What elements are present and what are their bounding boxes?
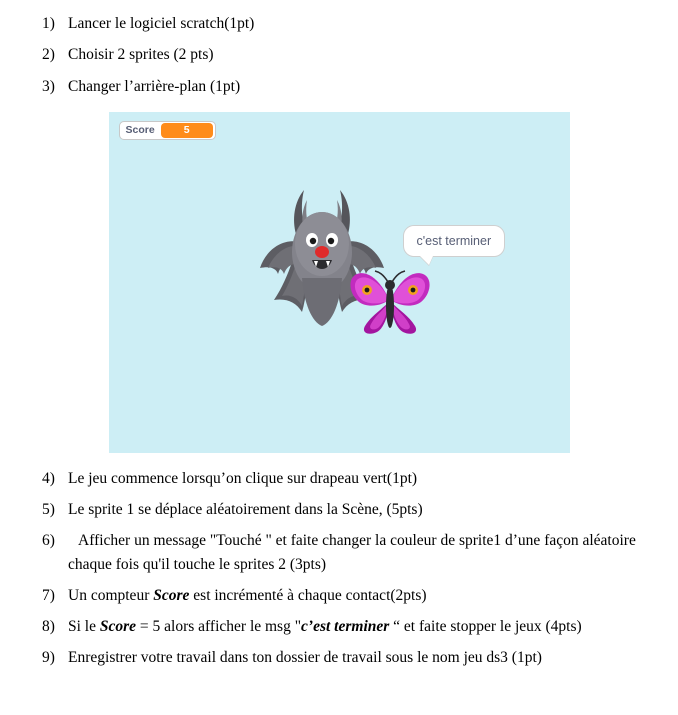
list-item-text	[68, 584, 664, 607]
list-item-number: 2)	[42, 46, 55, 64]
speech-bubble-text: c'est terminer	[416, 233, 492, 248]
score-label: Score	[125, 124, 155, 137]
list-item	[42, 71, 678, 102]
score-badge	[119, 121, 216, 140]
list-item	[42, 39, 678, 70]
list-item-number: 3)	[42, 77, 55, 95]
list-item-number: 6)	[42, 532, 55, 550]
list-item-text: Le sprite 1 se déplace aléatoirement dans la Scène, (5pts)	[68, 501, 423, 518]
list-item	[42, 611, 678, 642]
list-item-text: Choisir 2 sprites (2 pts)	[68, 46, 214, 64]
scratch-stage	[109, 112, 570, 453]
item7-part1: Un compteur	[68, 586, 154, 604]
list-item-text: Le jeu commence lorsqu’on clique sur drapeau vert(1pt)	[68, 469, 418, 487]
item7-bold-score: Score	[153, 586, 190, 604]
item8-part2: = 5 alors afficher le msg "	[136, 618, 302, 635]
item7-part2: est incrémenté à chaque contact(2pts)	[189, 586, 427, 604]
list-item-text	[68, 615, 664, 638]
list-item-text: Afficher un message "Touché " et faite changer la couleur de sprite1 d’une façon aléatoire chaque fois qu'il touche le sprites 2 (3pts)	[68, 532, 636, 573]
list-item-number: 9)	[42, 649, 55, 667]
list-item	[42, 642, 678, 673]
list-item-number: 7)	[42, 586, 55, 604]
list-item-number: 5)	[42, 501, 55, 518]
list-item	[42, 463, 678, 494]
item8-bold-score: Score	[99, 618, 137, 635]
list-item	[42, 580, 678, 611]
butterfly-sprite	[347, 270, 433, 336]
item8-part1: Si le	[68, 618, 100, 635]
list-item-text: Changer l’arrière-plan (1pt)	[68, 77, 241, 95]
speech-bubble	[403, 225, 506, 257]
list-item-number: 4)	[42, 469, 55, 487]
list-item-number: 1)	[42, 15, 55, 32]
score-value: 5	[161, 123, 213, 138]
list-item	[42, 494, 678, 525]
list-item	[42, 525, 678, 580]
list-item	[42, 8, 678, 39]
list-item-text: Lancer le logiciel scratch(1pt)	[68, 15, 255, 32]
list-item-text: Enregistrer votre travail dans ton dossier de travail sous le nom jeu ds3 (1pt)	[68, 649, 542, 667]
scratch-stage-container	[0, 112, 678, 453]
item8-part3: “ et faite stopper le jeux (4pts)	[389, 618, 582, 635]
item8-bold-message: c’est terminer	[301, 618, 390, 635]
list-item-number: 8)	[42, 618, 55, 635]
